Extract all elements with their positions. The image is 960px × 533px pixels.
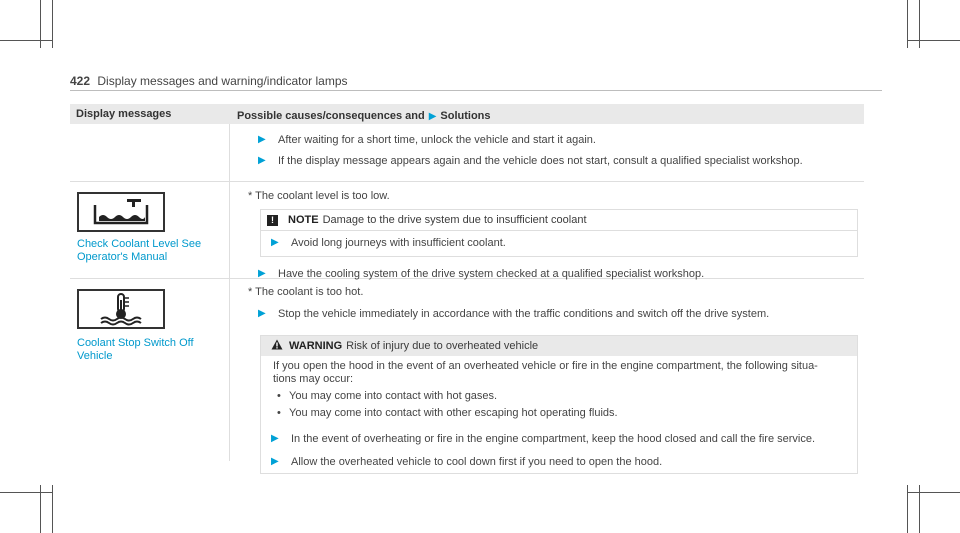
crop-mark [0, 492, 52, 493]
solution-step: ▶ Have the cooling system of the drive system checked at a qualified specialist workshop. [258, 268, 705, 280]
warning-triangle-icon [271, 339, 283, 353]
play-arrow-icon: ▶ [428, 110, 437, 122]
warning-header [261, 336, 857, 356]
page-header [70, 74, 348, 88]
list-item: • You may come into contact with other escaping hot operating fluids. [277, 407, 618, 419]
message-caption: Coolant Stop Switch Off Vehicle [77, 337, 194, 362]
solution-step: ▶ After waiting for a short time, unlock the vehicle and start it again. [258, 134, 596, 146]
row-solution-cell [230, 182, 864, 278]
crop-mark [908, 40, 960, 41]
note-label: NOTE [288, 214, 319, 226]
display-messages-table [70, 104, 864, 468]
play-arrow-icon: ▶ [258, 134, 266, 145]
crop-mark [52, 485, 53, 533]
column-header-messages: Display messages [76, 108, 172, 120]
table-row [70, 279, 864, 468]
note-header [261, 210, 857, 230]
table-row [70, 124, 864, 182]
warning-label: WARNING [289, 340, 343, 352]
column-header-causes [230, 104, 864, 124]
exclamation-icon: ! [267, 215, 278, 226]
coolant-level-icon [77, 192, 165, 232]
row-message-cell [70, 279, 230, 461]
crop-mark [0, 40, 52, 41]
play-arrow-icon: ▶ [258, 155, 266, 166]
solutions-label: Solutions [440, 110, 491, 122]
row-message-cell [70, 124, 230, 181]
warning-body: If you open the hood in the event of an overheated vehicle or fire in the engine compartment, the following situa- tions may occur: • You may come into contact with hot gases. • You may come into contact with other escaping hot operating fluids. [261, 356, 857, 420]
cause-text: * The coolant is too hot. [248, 286, 364, 298]
crop-mark [908, 492, 960, 493]
causes-label: Possible causes/consequences and [237, 110, 425, 122]
play-arrow-icon: ▶ [271, 237, 279, 248]
cause-text: * The coolant level is too low. [248, 190, 390, 202]
header-rule [70, 90, 882, 91]
table-row [70, 182, 864, 279]
row-solution-cell [230, 279, 864, 468]
play-arrow-icon: ▶ [258, 308, 266, 319]
warning-box [260, 335, 858, 474]
play-arrow-icon: ▶ [271, 456, 279, 467]
warning-title: Risk of injury due to overheated vehicle [346, 340, 539, 352]
row-solution-cell [230, 124, 864, 181]
section-title: Display messages and warning/indicator lamps [97, 74, 348, 88]
list-item: • You may come into contact with hot gases. [277, 390, 498, 402]
solution-step: ▶ In the event of overheating or fire in the engine compartment, keep the hood closed and call the fire service. [271, 433, 816, 445]
coolant-temperature-icon [77, 289, 165, 329]
note-text: Damage to the drive system due to insufficient coolant [322, 214, 587, 226]
row-message-cell [70, 182, 230, 278]
solution-step: ▶ If the display message appears again and the vehicle does not start, consult a qualified specialist workshop. [258, 155, 803, 167]
bullet-icon: • [277, 407, 281, 419]
solution-step: ▶ Avoid long journeys with insufficient coolant. [271, 237, 506, 249]
page-number: 422 [70, 74, 91, 88]
message-caption: Check Coolant Level See Operator's Manual [77, 238, 202, 263]
solution-step: ▶ Allow the overheated vehicle to cool down first if you need to open the hood. [271, 456, 663, 468]
solution-step: ▶ Stop the vehicle immediately in accordance with the traffic conditions and switch off the drive system. [258, 308, 770, 320]
note-box [260, 209, 858, 257]
crop-mark [52, 0, 53, 48]
play-arrow-icon: ▶ [258, 268, 266, 279]
bullet-icon: • [277, 390, 281, 402]
play-arrow-icon: ▶ [271, 433, 279, 444]
table-header [70, 104, 864, 124]
